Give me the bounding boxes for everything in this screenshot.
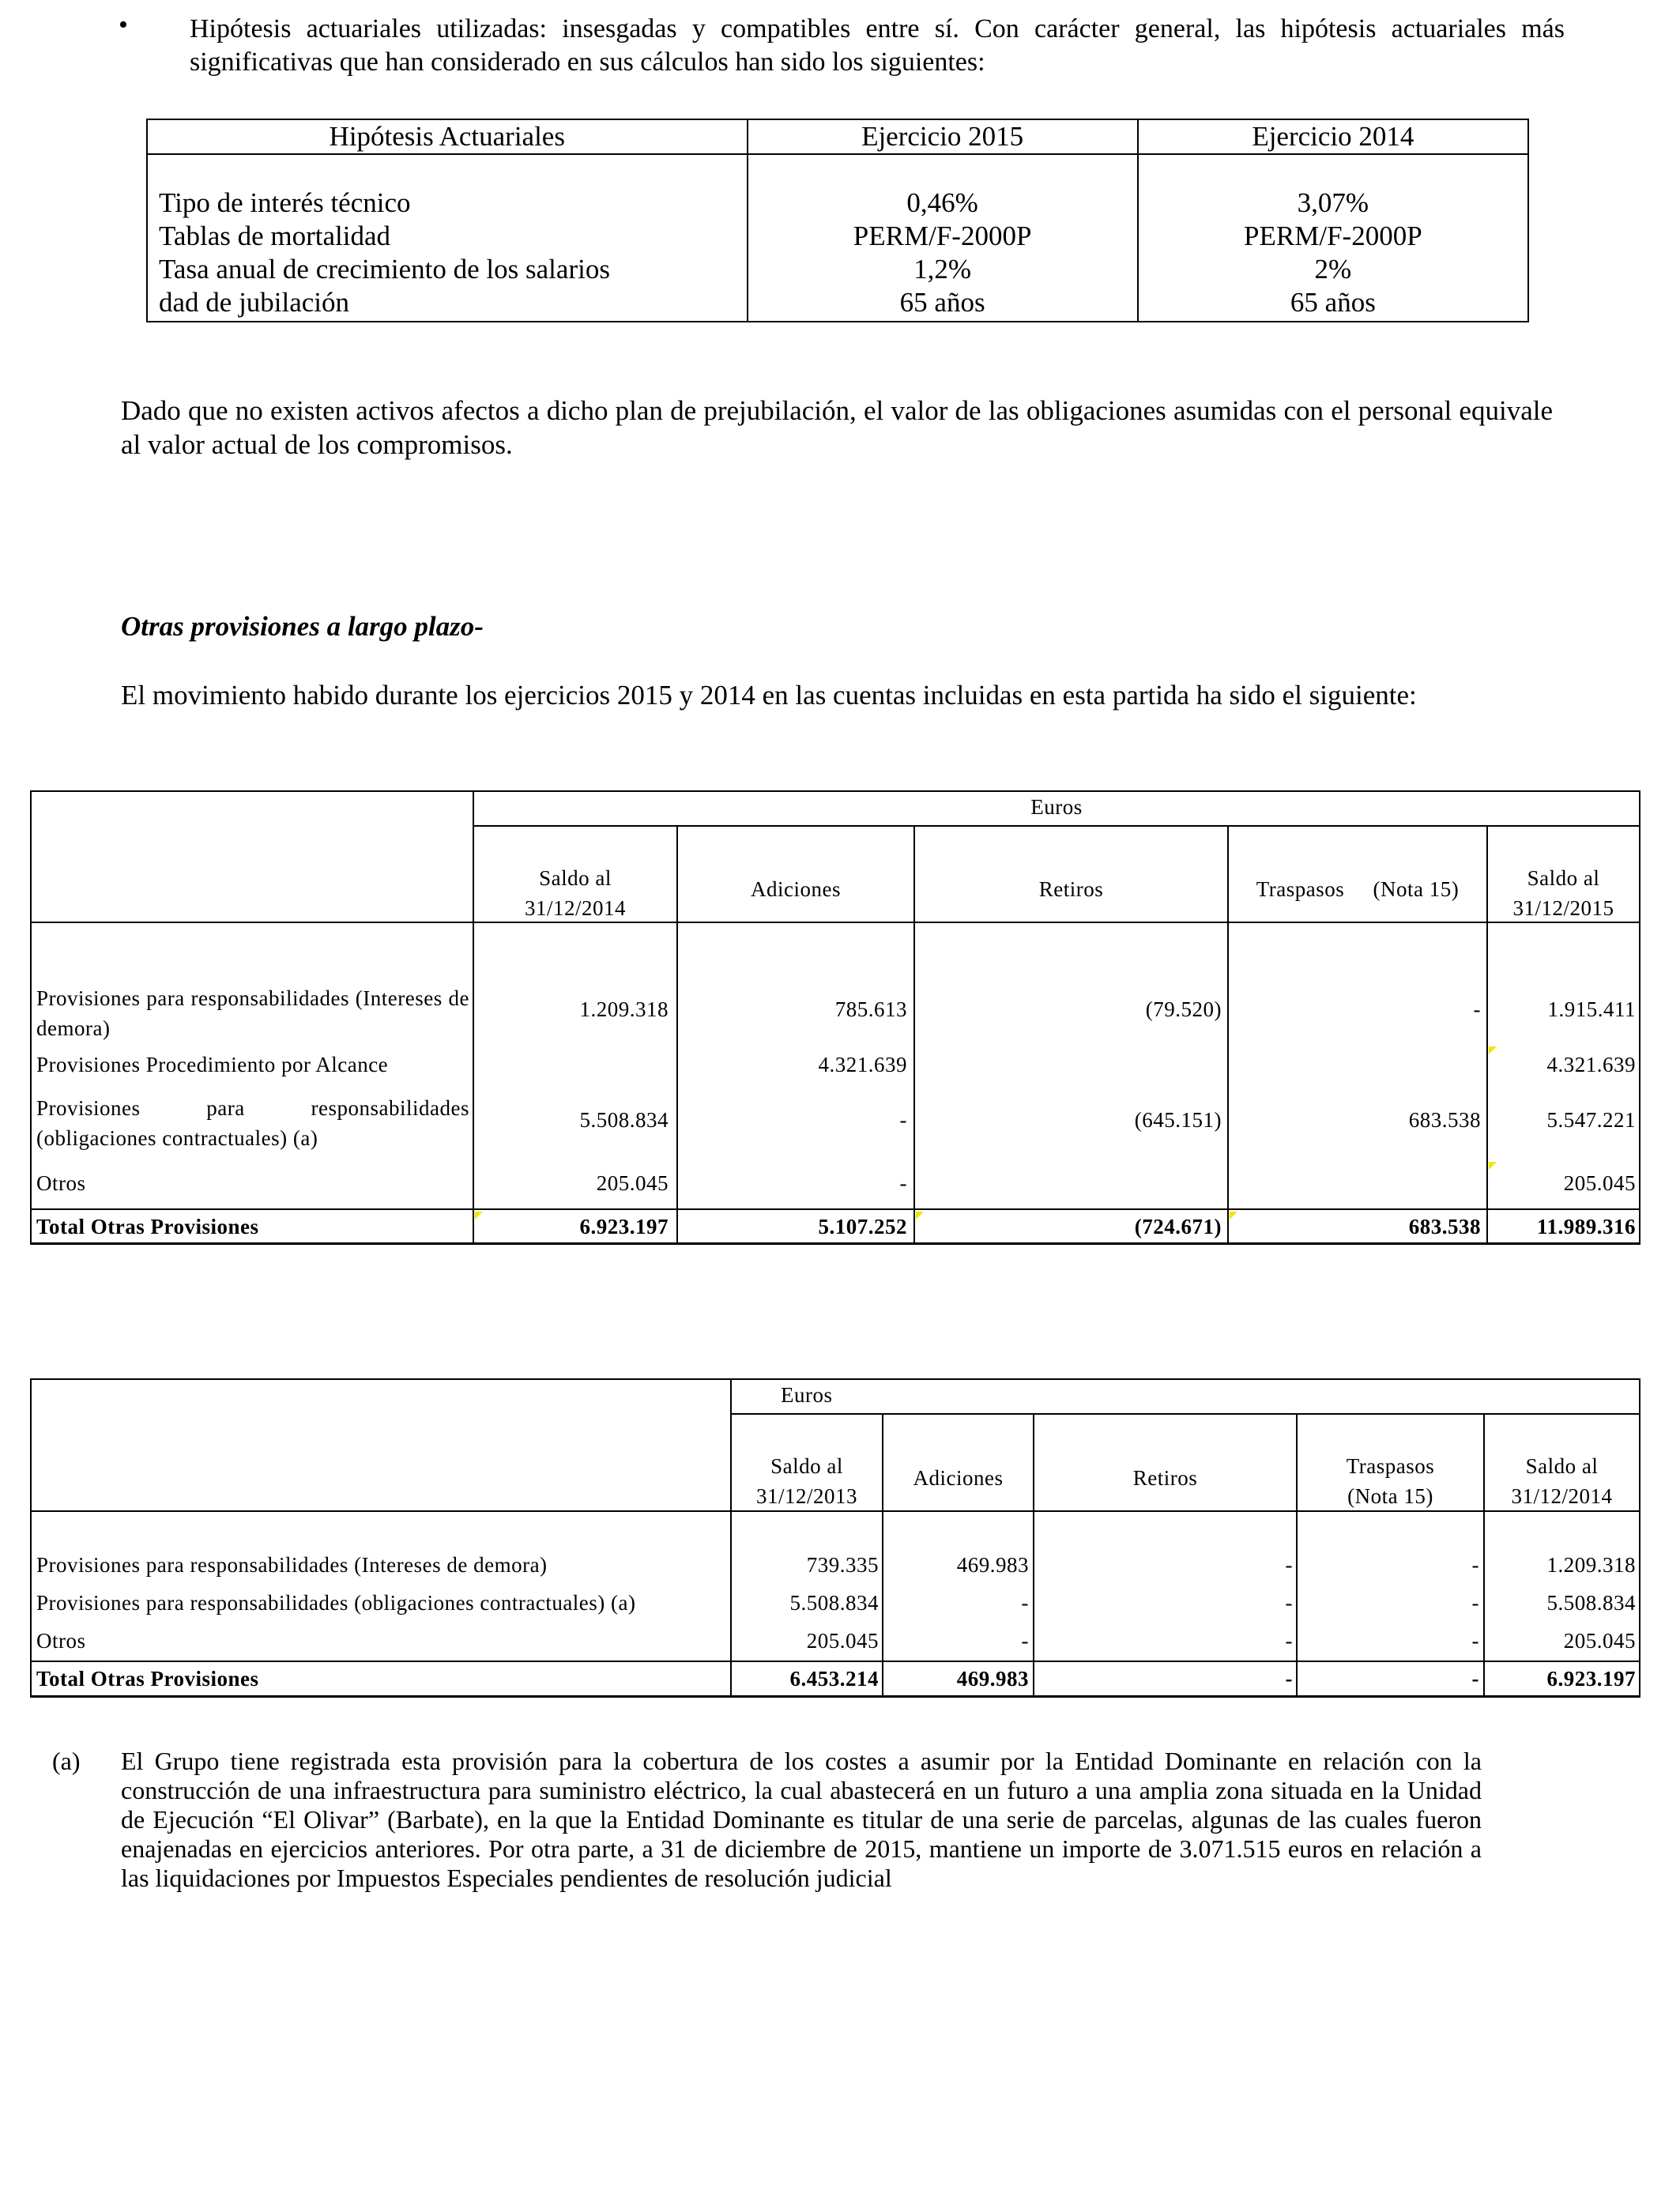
cell-retiros-r2-2014: - — [1285, 1591, 1293, 1615]
cell-saldo-fin-r3-2015: 5.547.221 — [1546, 1108, 1636, 1132]
label-salary-growth: Tasa anual de crecimiento de los salarios — [159, 254, 610, 285]
col-saldo-inicial-2015 — [474, 863, 676, 923]
header-hypotheses: Hipótesis Actuariales — [147, 119, 748, 154]
cell-saldo-fin-r2-2015: 4.321.639 — [1546, 1053, 1636, 1076]
col-retiros-2015: Retiros — [1038, 877, 1104, 901]
cell-saldo-fin-r1-2014: 1.209.318 — [1546, 1553, 1636, 1577]
col-traspasos-2015: Traspasos (Nota 15) — [1256, 877, 1460, 901]
header-2014: Ejercicio 2014 — [1138, 119, 1528, 154]
section-title: Otras provisiones a largo plazo- — [121, 611, 484, 642]
label-interest-rate: Tipo de interés técnico — [159, 187, 411, 218]
row-label-otros-2015: Otros — [36, 1171, 86, 1195]
total-saldo-fin-2015: 11.989.316 — [1536, 1215, 1636, 1238]
actuarial-hypotheses-table — [146, 119, 1529, 322]
col-saldo-final-2014 — [1485, 1451, 1639, 1511]
value-2015-mortality: PERM/F-2000P — [853, 221, 1032, 251]
total-traspasos-2014: - — [1471, 1667, 1479, 1691]
cell-retiros-r1-2014: - — [1285, 1553, 1293, 1577]
cell-adiciones-r1-2015: 785.613 — [834, 997, 907, 1021]
total-retiros-2014: - — [1285, 1667, 1293, 1691]
bullet-icon: • — [119, 10, 128, 40]
col-saldo-final-2014-l1: Saldo al — [1525, 1454, 1599, 1478]
cell-traspasos-r3-2015: 683.538 — [1408, 1108, 1481, 1132]
value-2015-salary: 1,2% — [913, 254, 972, 285]
cell-saldo-ini-r4-2015: 205.045 — [596, 1171, 669, 1195]
cell-adiciones-r2-2015: 4.321.639 — [818, 1053, 907, 1076]
cell-saldo-ini-r2-2014: 5.508.834 — [789, 1591, 879, 1615]
hypotheses-labels — [147, 154, 748, 322]
cell-traspasos-r3-2014: - — [1471, 1629, 1479, 1653]
header-2015: Ejercicio 2015 — [748, 119, 1138, 154]
col-adiciones-2014: Adiciones — [913, 1466, 1004, 1490]
col-adiciones-2015: Adiciones — [751, 877, 841, 901]
total-adiciones-2014: 469.983 — [956, 1667, 1029, 1691]
col-saldo-final-2015-l2: 31/12/2015 — [1512, 896, 1614, 920]
cell-saldo-fin-r2-2014: 5.508.834 — [1546, 1591, 1636, 1615]
total-saldo-fin-2014: 6.923.197 — [1546, 1667, 1636, 1691]
values-2015 — [748, 154, 1138, 322]
col-saldo-final-2014-l2: 31/12/2014 — [1511, 1484, 1613, 1508]
cell-saldo-fin-r3-2014: 205.045 — [1563, 1629, 1636, 1653]
row-label-procedimiento-alcance-2015: Provisiones Procedimiento por Alcance — [36, 1053, 389, 1076]
col-saldo-inicial-2015-l2: 31/12/2014 — [524, 896, 626, 920]
cell-retiros-r3-2015: (645.151) — [1134, 1108, 1222, 1132]
total-adiciones-2015: 5.107.252 — [818, 1215, 907, 1238]
row-label-intereses-demora-2015: Provisiones para responsabilidades (Intereses de demora) — [36, 986, 469, 1040]
currency-label-2014: Euros — [781, 1383, 833, 1407]
row-label-obligaciones-contractuales-2014: Provisiones para responsabilidades (obligaciones contractuales) (a) — [36, 1591, 636, 1615]
comment-marker — [1489, 1046, 1497, 1054]
comment-marker — [1230, 1212, 1237, 1220]
cell-saldo-fin-r4-2015: 205.045 — [1563, 1171, 1636, 1195]
total-saldo-ini-2014: 6.453.214 — [789, 1667, 879, 1691]
bullet-paragraph: Hipótesis actuariales utilizadas: insesgadas y compatibles entre sí. Con carácter general, las hipótesis actuariales más significativas que han considerado en sus cálculos han sido los siguientes: — [190, 14, 1565, 77]
footnote-label: (a) — [52, 1747, 81, 1775]
currency-label-2015: Euros — [1030, 795, 1083, 819]
cell-adiciones-r1-2014: 469.983 — [956, 1553, 1029, 1577]
cell-saldo-ini-r1-2014: 739.335 — [806, 1553, 879, 1577]
label-mortality-tables: Tablas de mortalidad — [159, 221, 391, 251]
value-2014-retirement: 65 años — [1290, 287, 1376, 318]
col-traspasos-2014-l2: (Nota 15) — [1347, 1484, 1433, 1508]
total-retiros-2015: (724.671) — [1134, 1215, 1222, 1238]
cell-adiciones-r2-2014: - — [1021, 1591, 1029, 1615]
value-2014-mortality: PERM/F-2000P — [1244, 221, 1422, 251]
total-traspasos-2015: 683.538 — [1408, 1215, 1481, 1238]
value-2014-salary: 2% — [1314, 254, 1352, 285]
values-2014 — [1138, 154, 1528, 322]
row-label-intereses-demora-2014: Provisiones para responsabilidades (Intereses de demora) — [36, 1553, 548, 1577]
value-2015-retirement: 65 años — [899, 287, 985, 318]
cell-retiros-r1-2015: (79.520) — [1145, 997, 1222, 1021]
comment-marker — [1489, 1162, 1497, 1170]
col-saldo-inicial-2014-l2: 31/12/2013 — [755, 1484, 857, 1508]
footnote-text: El Grupo tiene registrada esta provisión para la cobertura de los costes a asumir por la Entidad Dominante en relación con la construcción de una infraestructura para suministro eléctrico, la cual abastecerá en un futuro a una amplia zona situada en la Unidad de Ejecución “El Olivar” (Barbate), en la que la Entidad Dominante es titular de una serie de parcelas, algunas de las cuales fueron enajenadas en ejercicios anteriores. Por otra parte, a 31 de diciembre de 2015, mantiene un importe de 3.071.515 euros en relación a las liquidaciones por Impuestos Especiales pendientes de resolución judicial — [121, 1747, 1482, 1892]
cell-adiciones-r3-2014: - — [1021, 1629, 1029, 1653]
row-label-otros-2014: Otros — [36, 1629, 86, 1653]
cell-traspasos-r1-2014: - — [1471, 1553, 1479, 1577]
cell-traspasos-r1-2015: - — [1473, 997, 1481, 1021]
obligations-paragraph: Dado que no existen activos afectos a dicho plan de prejubilación, el valor de las obligaciones asumidas con el personal equivale al valor actual de los compromisos. — [121, 395, 1553, 460]
cell-retiros-r3-2014: - — [1285, 1629, 1293, 1653]
cell-saldo-ini-r3-2015: 5.508.834 — [579, 1108, 669, 1132]
value-2014-interest: 3,07% — [1297, 187, 1369, 218]
total-label-2015: Total Otras Provisiones — [36, 1215, 259, 1238]
col-retiros-2014: Retiros — [1132, 1466, 1198, 1490]
comment-marker — [475, 1212, 483, 1220]
cell-adiciones-r3-2015: - — [899, 1108, 907, 1132]
col-saldo-inicial-2014-l1: Saldo al — [770, 1454, 843, 1478]
col-traspasos-2014-l1: Traspasos — [1346, 1454, 1435, 1478]
total-saldo-ini-2015: 6.923.197 — [579, 1215, 669, 1238]
cell-saldo-fin-r1-2015: 1.915.411 — [1547, 997, 1636, 1021]
cell-saldo-ini-r1-2015: 1.209.318 — [579, 997, 669, 1021]
col-saldo-final-2015 — [1488, 863, 1639, 923]
col-saldo-inicial-2014 — [732, 1451, 882, 1511]
section-intro: El movimiento habido durante los ejercicios 2015 y 2014 en las cuentas incluidas en esta partida ha sido el siguiente: — [121, 680, 1417, 711]
cell-saldo-ini-r3-2014: 205.045 — [806, 1629, 879, 1653]
col-saldo-inicial-2015-l1: Saldo al — [539, 866, 612, 890]
col-saldo-final-2015-l1: Saldo al — [1527, 866, 1600, 890]
total-label-2014: Total Otras Provisiones — [36, 1667, 259, 1691]
value-2015-interest: 0,46% — [906, 187, 978, 218]
row-label-obligaciones-contractuales-2015: Provisiones para responsabilidades (obligaciones contractuales) (a) — [36, 1096, 469, 1150]
comment-marker — [916, 1212, 924, 1220]
col-traspasos-2014 — [1298, 1451, 1483, 1511]
cell-adiciones-r4-2015: - — [899, 1171, 907, 1195]
label-retirement-age: dad de jubilación — [159, 287, 350, 318]
cell-traspasos-r2-2014: - — [1471, 1591, 1479, 1615]
